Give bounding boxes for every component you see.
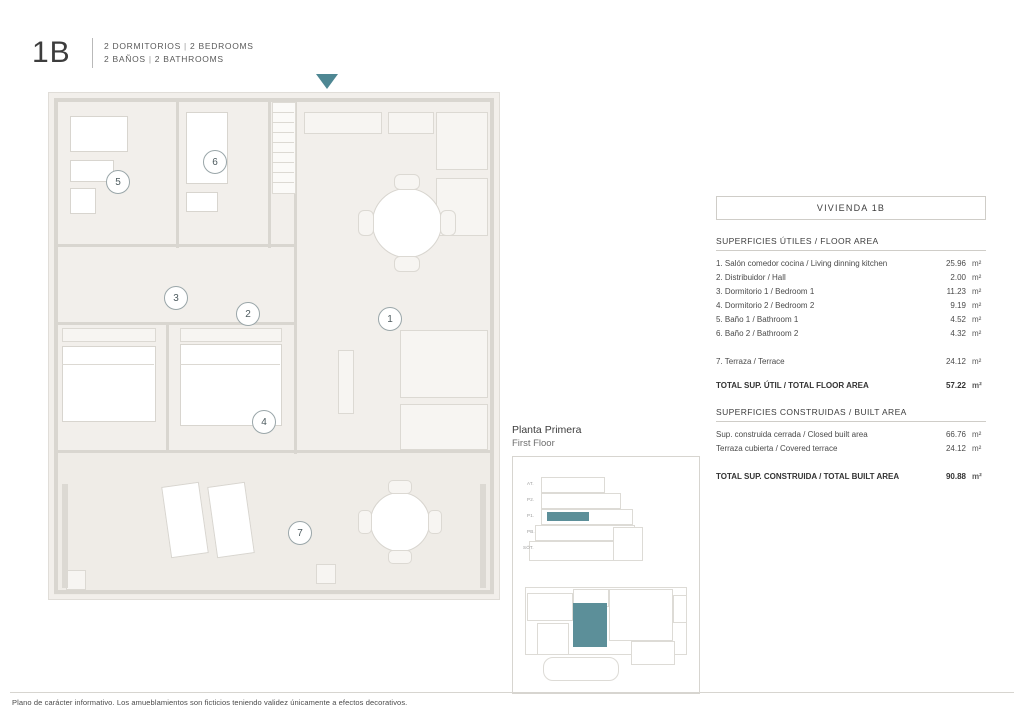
furniture-chair (440, 210, 456, 236)
north-arrow-icon (316, 74, 338, 89)
keyplan-block-d (673, 595, 687, 623)
room-badge-4: 4 (252, 410, 276, 434)
table-row (716, 327, 986, 341)
furniture-bathtub (186, 112, 228, 184)
row-unit: m² (972, 329, 982, 338)
bathrooms-es: 2 BAÑOS (104, 54, 146, 64)
row-value: 24.12 (945, 357, 966, 366)
stair-tread (272, 122, 294, 123)
room-badge-3: 3 (164, 286, 188, 310)
furniture-sofa (400, 330, 488, 398)
bathrooms-line (104, 53, 254, 66)
floor-area-heading: SUPERFICIES ÚTILES / FLOOR AREA (716, 236, 986, 251)
row-unit: m² (972, 301, 982, 310)
row-value: 9.19 (950, 301, 966, 310)
keyplan-block-a (527, 593, 573, 621)
table-row (716, 257, 986, 271)
keyplan-block-c (609, 589, 673, 641)
row-value: 24.12 (945, 444, 966, 453)
wall-left (54, 98, 58, 594)
furniture-outdoor-chair (388, 550, 412, 564)
bedrooms-es: 2 DORMITORIOS (104, 41, 181, 51)
wall-horizontal-upper (54, 244, 294, 247)
spacer (716, 393, 986, 407)
row-value: 11.23 (946, 287, 966, 296)
table-row (716, 428, 986, 442)
row-value: 2.00 (950, 273, 966, 282)
footer-disclaimer: Plano de carácter informativo. Los amueblamientos son ficticios teniendo validez únicamente a efectos decorativos. (12, 698, 408, 707)
furniture-kitchen-counter (304, 112, 382, 134)
row-value: 25.96 (945, 259, 966, 268)
furniture-outdoor-chair (388, 480, 412, 494)
row-label: Sup. construida cerrada / Closed built area (716, 430, 868, 439)
wall-vertical-bath (176, 98, 179, 248)
keyplan-level-at (541, 477, 605, 493)
keyplan-label-p1: P1. (527, 513, 535, 518)
row-value: 57.22 (945, 381, 966, 390)
bathrooms-en: 2 BATHROOMS (154, 54, 224, 64)
row-label: 3. Dormitorio 1 / Bedroom 1 (716, 287, 815, 296)
row-value: 90.88 (945, 472, 966, 481)
keyplan-label-sot: SÓT. (523, 545, 534, 550)
keyplan-caption (512, 424, 581, 450)
row-unit: m² (972, 472, 982, 481)
room-badge-7: 7 (288, 521, 312, 545)
wall-terrace-divider (54, 450, 494, 453)
wall-horizontal-bedroom (54, 322, 294, 325)
row-label: TOTAL SUP. ÚTIL / TOTAL FLOOR AREA (716, 381, 869, 390)
furniture-rug (400, 404, 488, 450)
spacer (716, 341, 986, 355)
terrace-railing (480, 484, 486, 588)
page-title: 1B (32, 36, 71, 69)
keyplan-title-es: Planta Primera (512, 424, 582, 436)
built-area-heading: SUPERFICIES CONSTRUIDAS / BUILT AREA (716, 407, 986, 422)
row-unit: m² (972, 259, 982, 268)
row-value: 4.52 (950, 315, 966, 324)
keyplan-block-f (631, 641, 675, 665)
row-unit: m² (972, 381, 982, 390)
spacer (716, 369, 986, 379)
row-value: 66.76 (945, 430, 966, 439)
table-row (716, 285, 986, 299)
furniture-dining-table (372, 188, 442, 258)
keyplan-block-e (537, 623, 569, 655)
wall-vertical-bedrooms (166, 322, 169, 452)
table-row (716, 271, 986, 285)
floor-plan (48, 92, 500, 600)
separator-icon: | (184, 41, 187, 51)
wall-stair-right (268, 98, 271, 248)
keyplan-label-pb: PB. (527, 529, 535, 534)
row-label: 6. Baño 2 / Bathroom 2 (716, 329, 799, 338)
row-value: 4.32 (950, 329, 966, 338)
furniture-kitchen-counter (388, 112, 434, 134)
keyplan-annex (613, 527, 643, 561)
stair-tread (272, 172, 294, 173)
table-row (716, 299, 986, 313)
stair-tread (272, 142, 294, 143)
furniture-tv-unit (338, 350, 354, 414)
row-unit: m² (972, 357, 982, 366)
furniture-kitchen-unit (436, 112, 488, 170)
furniture-planter (316, 564, 336, 584)
furniture-planter (66, 570, 86, 590)
row-label: 1. Salón comedor cocina / Living dinning kitchen (716, 259, 888, 268)
bedrooms-line (104, 40, 254, 53)
row-unit: m² (972, 430, 982, 439)
room-badge-2: 2 (236, 302, 260, 326)
row-unit: m² (972, 315, 982, 324)
keyplan-label-p2: P2. (527, 497, 535, 502)
row-label: 2. Distribuidor / Hall (716, 273, 786, 282)
keyplan-pool (543, 657, 619, 681)
terrace-railing (62, 484, 68, 588)
wall-right (490, 98, 494, 594)
furniture-bed-1 (62, 346, 156, 422)
header-divider (92, 38, 93, 68)
row-unit: m² (972, 444, 982, 453)
spacer (716, 456, 986, 470)
row-label: 4. Dormitorio 2 / Bedroom 2 (716, 301, 815, 310)
furniture-pillow-line (180, 364, 280, 365)
stair-tread (272, 162, 294, 163)
schedule-title: VIVIENDA 1B (716, 196, 986, 220)
bedrooms-en: 2 BEDROOMS (190, 41, 254, 51)
stair-tread (272, 132, 294, 133)
furniture-pillow-line (62, 364, 154, 365)
stair-tread (272, 182, 294, 183)
row-label: 7. Terraza / Terrace (716, 357, 785, 366)
footer-divider (10, 692, 1014, 693)
area-schedule (716, 196, 986, 484)
stair-tread (272, 112, 294, 113)
furniture-chair (358, 210, 374, 236)
furniture-toilet (70, 188, 96, 214)
furniture-chair (394, 256, 420, 272)
row-unit: m² (972, 273, 982, 282)
furniture-outdoor-table (370, 492, 430, 552)
wall-bottom (54, 590, 494, 594)
table-row (716, 442, 986, 456)
separator-icon: | (148, 54, 152, 64)
furniture-sink (186, 192, 218, 212)
furniture-outdoor-chair (428, 510, 442, 534)
room-badge-1: 1 (378, 307, 402, 331)
unit-summary (104, 40, 254, 66)
table-row (716, 313, 986, 327)
table-row-total-floor (716, 379, 986, 393)
keyplan-level-p2 (541, 493, 621, 509)
table-row-terrace (716, 355, 986, 369)
keyplan-title-en: First Floor (512, 438, 555, 449)
keyplan-highlight-p1 (547, 512, 589, 521)
row-label: TOTAL SUP. CONSTRUIDA / TOTAL BUILT AREA (716, 472, 900, 481)
row-label: Terraza cubierta / Covered terrace (716, 444, 838, 453)
keyplan-label-at: AT. (527, 481, 534, 486)
stair-shaft (272, 102, 296, 194)
furniture-wardrobe (180, 328, 282, 342)
table-row-total-built (716, 470, 986, 484)
furniture-chair (394, 174, 420, 190)
room-badge-6: 6 (203, 150, 227, 174)
room-badge-5: 5 (106, 170, 130, 194)
keyplan-highlight-block (573, 603, 607, 647)
row-label: 5. Baño 1 / Bathroom 1 (716, 315, 799, 324)
keyplan (512, 456, 700, 694)
stair-tread (272, 152, 294, 153)
furniture-outdoor-chair (358, 510, 372, 534)
row-unit: m² (972, 287, 982, 296)
furniture-wardrobe (62, 328, 156, 342)
furniture-shower (70, 116, 128, 152)
